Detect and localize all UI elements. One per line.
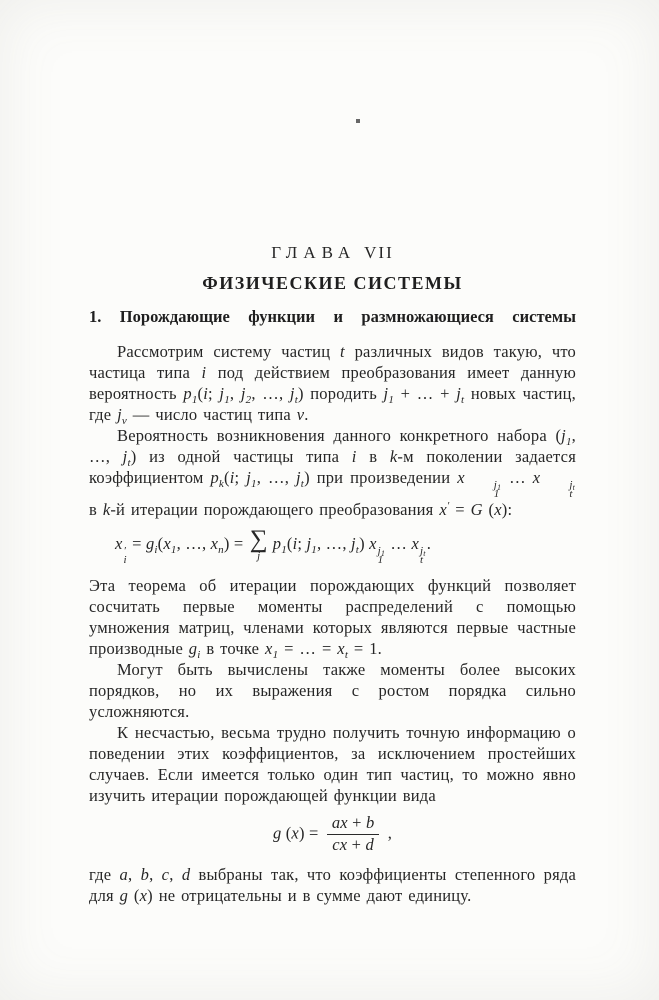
chapter-title: ФИЗИЧЕСКИЕ СИСТЕМЫ [202,273,463,293]
scan-artifact-speck [356,119,360,123]
paragraph-6: где a, b, c, d выбраны так, что коэффициенты степенного ряда для g (x) не отрицательны и в сумме дают единицу. [89,864,577,905]
paragraph-5: К несчастью, весьма трудно получить точную информацию о поведении этих коэффициентов, за исключением простейших случаев. Если имеется только один тип частиц, то можно явно изучить итерации порождающей функции вида [89,722,576,805]
paragraph-1: Рассмотрим систему частиц t различных видов такую, что частица типа i под действием преобразования имеет данную вероятность $p_1(i$; $j_1$, $j_2$, …, $j_t$) породить $j_1$ + … + $j_t$ новых частиц, где $j_\nu$ — число частиц типа ν. [89,342,577,427]
paragraph-3: Эта теорема об итерации порождающих функций позволяет сосчитать первые моменты распределений с помощью умножения матриц, членами которых являются первые частные производные $g_i$ в точке $x_1$ = … = $x_t = 1$. [89,575,576,661]
formula-fractional-linear-function: g (x) = $\frac{ax + b}{cx + d}$ , [272,812,393,854]
chapter-word: ГЛАВА [271,243,357,262]
section-heading: 1. Порождающие функции и размножающиеся системы [89,307,576,326]
paragraph-4: Могут быть вычислены также моменты более высоких порядков, но их выражения с ростом порядка сильно усложняются. [89,659,576,721]
chapter-heading [89,243,576,263]
paragraph-2: Вероятность возникновения данного конкретного набора ($j_1$, …, $j_t$) из одной частицы типа i в k-м поколении задается коэффициентом $p_k(i$; $j_1$, …, $j_t$) при произведении x j1 1 … x jt t в k-й итерации порождающего преобразования x′ = G (x): [89,426,576,519]
chapter-number: VII [364,243,394,262]
formula-generating-function-iteration: x ′ i = $g_i(x_1$, …, $x_n$) = ∑ j $p_1(i$; $j_1$, …, $j_t$) x j1 1 … x jt t . [115,526,432,566]
text-block [89,243,576,906]
